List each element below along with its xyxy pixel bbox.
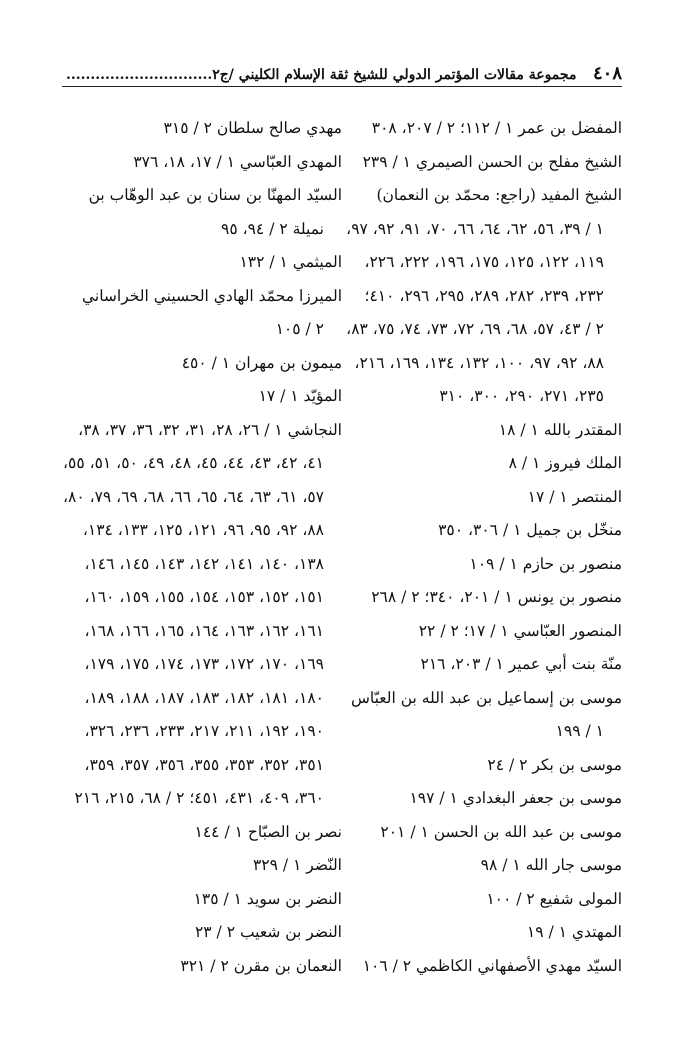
- index-entry: النضر بن سويد ١ / ١٣٥: [193, 889, 342, 908]
- index-entry: المفضل بن عمر ١ / ١١٢؛ ٢ / ٢٠٧، ٣٠٨: [371, 119, 622, 137]
- index-entry: منّة بنت أبي عمير ١ / ٢٠٣، ٢١٦: [420, 655, 622, 673]
- running-title-text: مجموعة مقالات المؤتمر الدولي للشيخ ثقة الإسلام الكليني /ج٢: [212, 67, 577, 83]
- index-entry-continuation: ١٦٩، ١٧٠، ١٧٢، ١٧٣، ١٧٤، ١٧٥، ١٧٩،: [84, 655, 324, 673]
- index-entry-continuation: نميلة ٢ / ٩٤، ٩٥: [221, 219, 324, 238]
- page-header: [62, 60, 622, 87]
- page-number: ٤٠٨: [592, 63, 622, 84]
- index-entry-continuation: ٢ / ٤٣، ٥٧، ٦٨، ٦٩، ٧٢، ٧٣، ٧٤، ٧٥، ٨٣،: [346, 320, 604, 338]
- index-entry-continuation: ٢ / ١٠٥: [275, 320, 324, 338]
- index-entry: الشيخ المفيد (راجع: محمّد بن النعمان): [376, 186, 622, 204]
- index-entry-continuation: ٤١، ٤٢، ٤٣، ٤٤، ٤٥، ٤٨، ٤٩، ٥٠، ٥١، ٥٥،: [62, 454, 324, 472]
- running-title: [62, 67, 593, 86]
- index-entry: النّضر ١ / ٣٢٩: [252, 856, 342, 874]
- index-entry-continuation: ١٥١، ١٥٢، ١٥٣، ١٥٤، ١٥٥، ١٥٩، ١٦٠،: [84, 588, 324, 606]
- index-entry: المنصور العبّاسي ١ / ١٧؛ ٢ / ٢٢: [418, 621, 622, 640]
- index-entry: مهدي صالح سلطان ٢ / ٣١٥: [163, 119, 342, 137]
- index-entry: الميثمي ١ / ١٣٢: [239, 253, 342, 271]
- index-entry: الميرزا محمّد الهادي الحسيني الخراساني: [81, 286, 342, 305]
- header-dots: ..............................: [66, 67, 213, 83]
- index-entry: النضر بن شعيب ٢ / ٢٣: [194, 923, 342, 941]
- index-entry: النعمان بن مقرن ٢ / ٣٢١: [180, 956, 342, 975]
- index-column-left: [46, 112, 342, 983]
- index-entry: المهتدي ١ / ١٩: [526, 923, 622, 941]
- index-entry: منخّل بن جميل ١ / ٣٠٦، ٣٥٠: [438, 521, 622, 539]
- index-entry-continuation: ٢٣٢، ٢٣٩، ٢٨٢، ٢٨٩، ٢٩٥، ٢٩٦، ٤١٠؛: [364, 286, 604, 305]
- index-column-right: [322, 112, 622, 983]
- index-entry-continuation: ٨٨، ٩٢، ٩٧، ١٠٠، ١٣٢، ١٣٤، ١٦٩، ٢١٦،: [354, 353, 604, 372]
- index-entry: ميمون بن مهران ١ / ٤٥٠: [181, 353, 342, 372]
- index-entry: موسى بن عبد الله بن الحسن ١ / ٢٠١: [380, 822, 622, 841]
- index-entry: منصور بن يونس ١ / ٢٠١، ٣٤٠؛ ٢ / ٢٦٨: [371, 588, 622, 606]
- index-entry-continuation: ١٣٨، ١٤٠، ١٤١، ١٤٢، ١٤٣، ١٤٥، ١٤٦،: [84, 554, 324, 573]
- index-entry: المنتصر ١ / ١٧: [527, 487, 622, 506]
- index-entry-continuation: ٨٨، ٩٢، ٩٥، ٩٦، ١٢١، ١٢٥، ١٣٣، ١٣٤،: [82, 521, 324, 539]
- index-entry-continuation: ٥٧، ٦١، ٦٣، ٦٤، ٦٥، ٦٦، ٦٨، ٦٩، ٧٩، ٨٠،: [62, 487, 324, 506]
- index-entry: موسى بن بكر ٢ / ٢٤: [487, 755, 622, 774]
- index-entry: منصور بن حازم ١ / ١٠٩: [469, 554, 622, 573]
- index-entry-continuation: ١٩٠، ١٩٢، ٢١١، ٢١٧، ٢٣٣، ٢٣٦، ٣٢٦،: [84, 722, 324, 740]
- index-entry: موسى جار الله ١ / ٩٨: [480, 856, 622, 874]
- index-entry: نصر بن الصبّاح ١ / ١٤٤: [194, 822, 342, 841]
- index-entry-continuation: ١ / ٣٩، ٥٦، ٦٢، ٦٤، ٦٦، ٧٠، ٩١، ٩٢، ٩٧،: [346, 219, 604, 238]
- index-entry-continuation: ٣٦٠، ٤٠٩، ٤٣١، ٤٥١؛ ٢ / ٦٨، ٢١٥، ٢١٦: [74, 789, 324, 807]
- index-entry: المؤيّد ١ / ١٧: [258, 387, 342, 405]
- index-entry: السيّد المهنّا بن سنان بن عبد الوهّاب بن: [88, 186, 342, 204]
- index-entry-continuation: ١٨٠، ١٨١، ١٨٢، ١٨٣، ١٨٧، ١٨٨، ١٨٩،: [84, 688, 324, 707]
- index-entry-continuation: ١ / ١٩٩: [555, 722, 604, 740]
- index-entry: موسى بن جعفر البغدادي ١ / ١٩٧: [409, 789, 622, 807]
- index-entry: السيّد مهدي الأصفهاني الكاظمي ٢ / ١٠٦: [362, 956, 622, 975]
- index-entry-continuation: ١٦١، ١٦٢، ١٦٣، ١٦٤، ١٦٥، ١٦٦، ١٦٨،: [84, 621, 324, 640]
- index-entry: المولى شفيع ٢ / ١٠٠: [486, 889, 622, 908]
- index-entry-continuation: ٢٣٥، ٢٧١، ٢٩٠، ٣٠٠، ٣١٠: [439, 387, 604, 405]
- index-entry: المهدي العبّاسي ١ / ١٧، ١٨، ٣٧٦: [133, 152, 342, 171]
- index-entry: الشيخ مفلح بن الحسن الصيمري ١ / ٢٣٩: [362, 152, 622, 171]
- index-entry: المقتدر بالله ١ / ١٨: [498, 420, 622, 439]
- index-entry-continuation: ١١٩، ١٢٢، ١٢٥، ١٧٥، ١٩٦، ٢٢٢، ٢٢٦،: [364, 253, 604, 271]
- index-entry: النجاشي ١ / ٢٦، ٢٨، ٣١، ٣٢، ٣٦، ٣٧، ٣٨،: [78, 420, 342, 439]
- index-entry: موسى بن إسماعيل بن عبد الله بن العبّاس: [350, 688, 622, 707]
- index-entry-continuation: ٣٥١، ٣٥٢، ٣٥٣، ٣٥٥، ٣٥٦، ٣٥٧، ٣٥٩،: [84, 755, 324, 774]
- index-entry: الملك فيروز ١ / ٨: [508, 454, 622, 472]
